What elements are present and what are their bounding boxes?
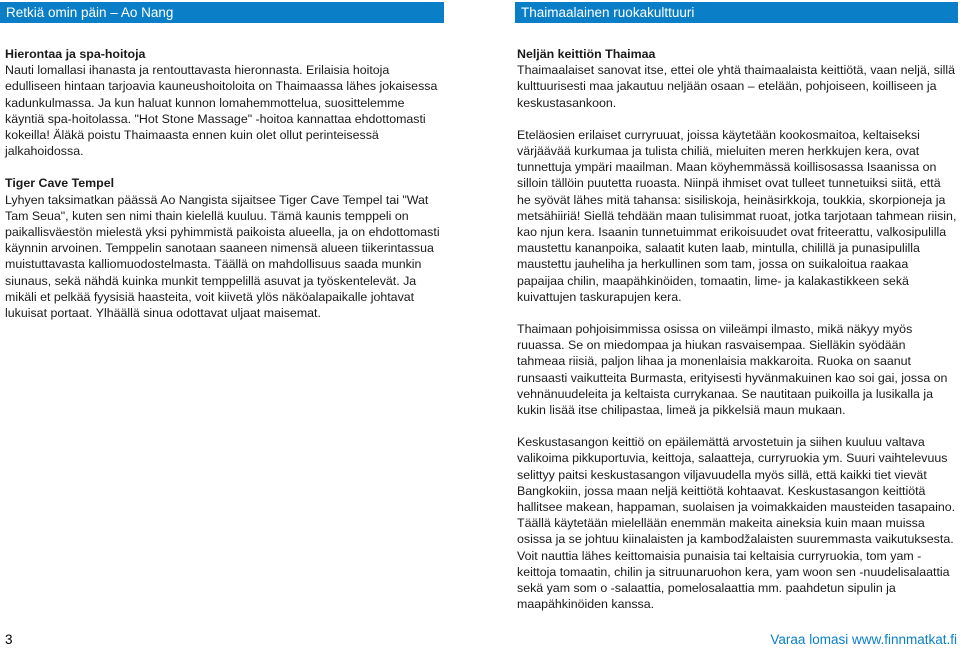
tiger-cave-section	[5, 175, 445, 321]
footer-booking-link[interactable]: Varaa lomasi www.finnmatkat.fi	[770, 632, 957, 647]
cuisine-title: Neljän keittiön Thaimaa	[517, 47, 656, 61]
north-paragraph: Thaimaan pohjoisimmissa osissa on viileämpi ilmasto, mikä näkyy myös ruuassa. Se on miedompaa ja hiukan rasvaisempaa. Sielläkin syödään tahmeaa riisiä, paljon lihaa ja monenlaisia makkaroita. Ruoka on saanut runsaasti vaikutteita Burmasta, erityisesti hyvänmakuinen kao soi gai, jossa on vehnänuudeleita ja keltaista currykanaa. Se nautitaan puikoilla ja lusikalla ja kukin lisää itse chilipastaa, limeä ja pikkelsiä maun mukaan.	[517, 322, 948, 418]
page-number: 3	[5, 632, 13, 647]
header-right-title: Thaimaalainen ruokakulttuuri	[521, 5, 695, 20]
central-plain-paragraph: Keskustasangon keittiö on epäilemättä arvostetuin ja siihen kuuluu valtava valikoima pikkuportuvia, keittoja, salaatteja, curryruokia ym. Suuri vaihtelevuus selittyy paitsi keskustasangon viljavuudella myös sillä, että kaikki tiet vievät Bangkokiin, jossa maan neljä keittiötä kohtaavat. Keskustasangon keittiötä hallitsee makean, happaman, suolaisen ja voimakkaiden mausteiden tasapaino. Täällä käytetään mielellään enemmän makeita aineksia kuin maan muissa osissa ja se johtuu kiinalaisten ja kambodžalaisten suuremmasta vaikutuksesta. Voit nauttia lähes keittomaisia punaisia tai keltaisia curryruokia, tom yam -keittoja tomaatin, chilin ja sitruunaruohon kera, yam woon sen -nuudelisalaattia sekä yam som o -salaattia, pomelosalaattia mm. paahdetun sipulin ja maapähkinöiden kanssa.	[517, 435, 956, 612]
tiger-cave-section-body: Lyhyen taksimatkan päässä Ao Nangista sijaitsee Tiger Cave Tempel tai "Wat Tam Seua", kuten sen nimi thain kielellä kuuluu. Tämä kaunis temppeli on paikallisväestön mielestä yksi pyhimmistä paikoista alueella, ja on ehdottomasti käynnin arvoinen. Temppelin sanotaan saaneen nimensä alueen tiikerintassua muistuttavasta kalliomuodostelmasta. Täällä on mahdollisuus saada munkin siunaus, sekä nähdä kuinka munkit temppelillä asuvat ja työskentelevät. Ja mikäli et pelkää fyysisiä haasteita, voit kiivetä ylös näköalapaikalle johtavat lukuisat portaat. Ylhäällä sinua odottavat uljaat maisemat.	[5, 192, 440, 321]
left-column	[5, 46, 445, 337]
right-column	[517, 46, 957, 613]
spa-section-title: Hierontaa ja spa-hoitoja	[5, 47, 146, 61]
header-left-title: Retkiä omin päin – Ao Nang	[6, 5, 174, 20]
spa-section	[5, 46, 445, 159]
tiger-cave-section-title: Tiger Cave Tempel	[5, 176, 115, 191]
header-left-bar	[0, 2, 444, 23]
south-northeast-paragraph: Eteläosien erilaiset curryruuat, joissa käytetään kookosmaitoa, keltaiseksi värjäävää kurkumaa ja tulista chiliä, mieluiten meren herkkujen kera, ovat tunnettuja ympäri maailman. Maan köyhemmässä koillisosassa Isaanissa on silloin tällöin puutetta ruoasta. Niinpä ihmiset ovat tulleet tunnetuiksi siitä, että he syövät lähes mitä tahansa: sisiliskoja, heinäsirkkoja, toukkia, skorpioneja ja metsähiiriä! Siellä tehdään maan tulisimmat ruoat, jotka tarjotaan tahmean riisin, kao njun kera. Isaanin tunnetuimmat erikoisuudet ovat friteerattu, valkosipulilla maustettu kananpoika, salaatit kuten laab, mintulla, chilillä ja punasipulilla maustettu jauheliha ja herkullinen som tam, jossa on suikaloitua raakaa papaijaa chilin, maapähkinöiden, tomaatin, lime- ja kalakastikkeen sekä kuivattujen taskurapujen kera.	[517, 127, 957, 304]
cuisine-intro-paragraph: Thaimaalaiset sanovat itse, ettei ole yhtä thaimaalaista keittiötä, vaan neljä, sillä kulttuurisesti maa jakautuu neljään osaan – etelään, pohjoiseen, koilliseen ja keskustasankoon.	[517, 63, 956, 110]
spa-section-body: Nauti lomallasi ihanasta ja rentouttavasta hieronnasta. Erilaisia hoitoja edulliseen hintaan tarjoavia kauneushoitoloita on Thaimaassa lähes jokaisessa kadunkulmassa. Ja kun haluat kunnon lomahemmottelua, suosittelemme käyntiä spa-hoitolassa. "Hot Stone Massage" -hoitoa kannattaa ehdottomasti kokeilla! Äläkä poistu Thaimaasta ennen kuin olet ollut perinteisessä jalkahoidossa.	[5, 63, 438, 159]
header-right-bar	[515, 2, 958, 23]
